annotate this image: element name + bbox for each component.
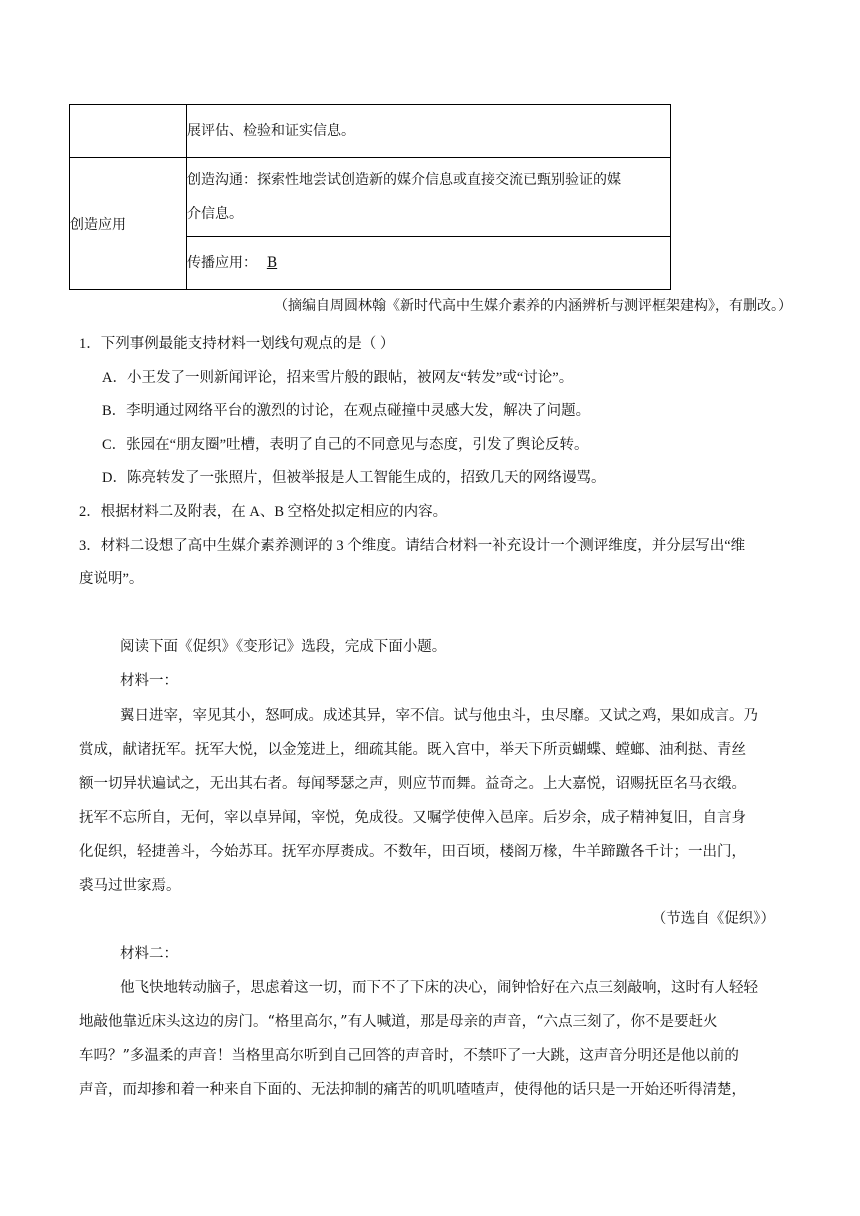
fill-in-blank-b: B: [266, 255, 278, 271]
material-1-line: 额一切异状遍试之，无出其右者。每闻琴瑟之声，则应节而舞。益奇之。上大嘉悦，诏赐抚臣名马衣缎。: [79, 776, 746, 792]
reading-instruction: 阅读下面《促织》《变形记》选段，完成下面小题。: [120, 639, 447, 655]
material-1-line: 抚军不忘所自，无何，宰以卓异闻，宰悦，免成役。又嘱学使俾入邑庠。后岁余，成子精神复旧，自言身: [79, 810, 746, 826]
material-1-line: 裘马过世家焉。: [79, 878, 181, 894]
material-1-line: 翼日进宰，宰见其小，怒呵成。成述其异，宰不信。试与他虫斗，虫尽靡。又试之鸡，果如成言。乃: [120, 708, 758, 724]
question-3-continued: 度说明”。: [79, 571, 144, 587]
question-2: 2．根据材料二及附表，在 A、B 空格处拟定相应的内容。: [79, 504, 448, 520]
description-line: 创造沟通：探索性地尝试创造新的媒介信息或直接交流已甄别验证的媒: [187, 172, 621, 188]
description-cell: [187, 237, 671, 290]
material-1-source: （节选自《促织》）: [651, 911, 775, 927]
question-3: 3．材料二设想了高中生媒介素养测评的 3 个维度。请结合材料一补充设计一个测评维度，并分层写出“维: [79, 538, 746, 554]
material-1-label: 材料一：: [120, 673, 178, 689]
description-prefix: 传播应用：: [187, 255, 257, 271]
material-1-line: 赏成，献诸抚军。抚军大悦，以金笼进上，细疏其能。既入宫中，举天下所贡蝴蝶、螳螂、油利挞、青丝: [79, 742, 746, 758]
material-1-line: 化促织，轻捷善斗，今始苏耳。抚军亦厚赉成。不数年，田百顷，楼阁万椽，牛羊蹄躈各千计；一出门，: [79, 844, 746, 860]
table-row: [70, 158, 671, 237]
question-1-option-a: A．小王发了一则新闻评论，招来雪片般的跟帖，被网友“转发”或“讨论”。: [102, 370, 574, 386]
material-2-line: 他飞快地转动脑子，思虑着这一切，而下不了下床的决心，闹钟恰好在六点三刻敲响，这时有人轻轻: [120, 980, 758, 996]
dimension-cell: 创造应用: [70, 158, 187, 290]
evaluation-framework-table: [69, 104, 671, 290]
description-cell: [187, 158, 671, 237]
question-1-option-d: D．陈亮转发了一张照片，但被举报是人工智能生成的，招致几天的网络谩骂。: [102, 470, 606, 486]
question-1-option-b: B．李明通过网络平台的激烈的讨论，在观点碰撞中灵感大发，解决了问题。: [102, 403, 591, 419]
material-2-label: 材料二：: [120, 946, 178, 962]
description-cell: 展评估、检验和证实信息。: [187, 105, 671, 158]
material-2-line: 车吗？”多温柔的声音！当格里高尔听到自己回答的声音时，不禁吓了一大跳，这声音分明还是他以前的: [79, 1048, 739, 1064]
dimension-cell-empty: [70, 105, 187, 158]
material-2-line: 地敲他靠近床头这边的房门。“格里高尔，”有人喊道，那是母亲的声音，“六点三刻了，你不是要赶火: [79, 1014, 718, 1030]
source-citation: （摘编自周圆林翰《新时代高中生媒介素养的内涵辨析与测评框架建构》，有删改。）: [274, 298, 792, 314]
question-1: 1．下列事例最能支持材料一划线句观点的是（ ）: [79, 336, 395, 352]
description-line: 介信息。: [187, 206, 243, 222]
question-1-option-c: C．张园在“朋友圈”吐槽，表明了自己的不同意见与态度，引发了舆论反转。: [102, 437, 589, 453]
table-row: [70, 105, 671, 158]
material-2-line: 声音，而却掺和着一种来自下面的、无法抑制的痛苦的叽叽喳喳声，使得他的话只是一开始还听得清楚，: [79, 1082, 746, 1098]
